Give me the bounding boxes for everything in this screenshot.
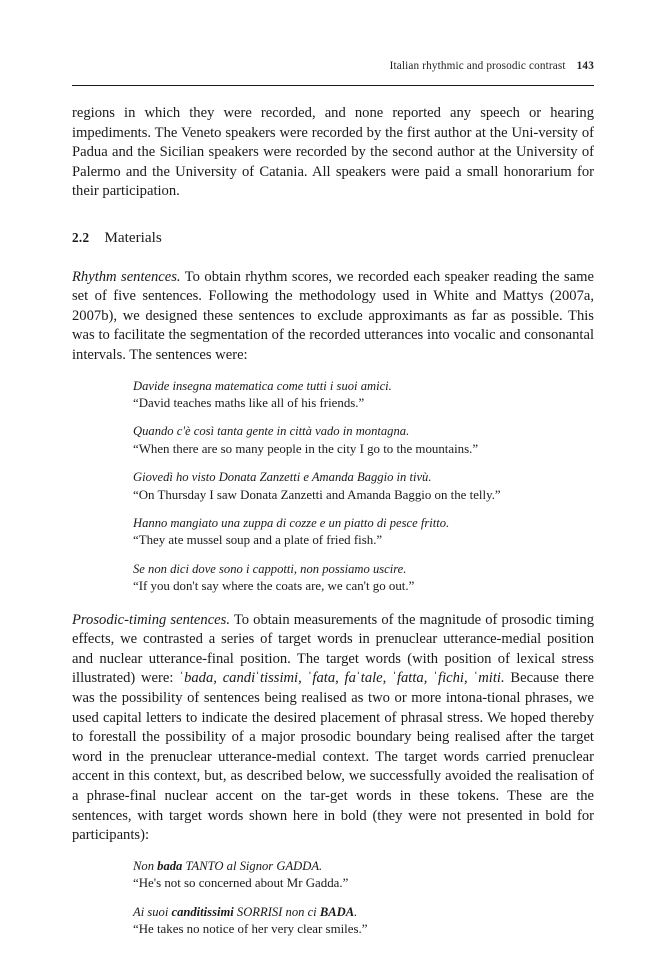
paragraph-prosodic-timing-sentences (72, 611, 594, 846)
example-gloss: “On Thursday I saw Donata Zanzetti and Amanda Baggio on the telly.” (133, 487, 501, 502)
text-block (72, 104, 594, 938)
example-gloss: “If you don't say where the coats are, we can't go out.” (133, 579, 415, 594)
paragraph-prosodic-body-1: To obtain measurements of the magnitude of prosodic timing effects, we contrasted a series of target words in prenuclear utterance-medial position and nuclear utterance-final position. The target words (with position of lexical stress illustrated) were: (72, 611, 594, 687)
example-gloss: “He's not so concerned about Mr Gadda.” (133, 876, 349, 891)
example-source: Quando c'è così tanta gente in città vado in montagna. (133, 424, 410, 439)
section-heading (72, 228, 594, 249)
paragraph-rhythm-sentences (72, 268, 594, 366)
page-number: 143 (576, 60, 594, 72)
example-source-mid: SORRISI non ci (233, 904, 320, 919)
target-word: bada (157, 858, 183, 873)
example-gloss: “They ate mussel soup and a plate of fried fish.” (133, 533, 383, 548)
section-heading-wrapper (72, 228, 594, 249)
list-item (133, 469, 573, 504)
section-number: 2.2 (72, 229, 90, 245)
example-gloss: “He takes no notice of her very clear smiles.” (133, 921, 368, 936)
example-source (133, 858, 573, 875)
list-item (133, 561, 573, 596)
running-head-title: Italian rhythmic and prosodic contrast (389, 60, 566, 72)
running-head (72, 60, 594, 72)
list-item (133, 515, 573, 550)
section-title: Materials (104, 228, 162, 246)
target-word: BADA (319, 904, 355, 919)
paragraph-prosodic-body-2: Because there was the possibility of sentences being realised as two or more intona-tional phrases, we used capital letters to indicate the desired placement of phrasal stress. We hoped thereby to forestall the possibility of a major prosodic boundary being realised after the target word in the prenuclear utterance-medial context. The target words carried prenuclear accent in this context, but, as described below, we successfully avoided the realisation of a phrase-final nuclear accent on the tar-get words in these tokens. These are the sentences, with target words shown here in bold (they were not presented in bold for participants): (72, 670, 594, 844)
rhythm-examples-list (133, 378, 573, 596)
example-source: Se non dici dove sono i cappotti, non possiamo uscire. (133, 561, 407, 576)
paragraph-rhythm-body: To obtain rhythm scores, we recorded each speaker reading the same set of five sentences. Following the methodology used in White and Mattys (2007a, 2007b), we designed these sentences to exclude approximants as far as possible. This was to facilitate the segmentation of the recorded utterances into vocalic and consonantal intervals. The sentences were: (72, 268, 594, 363)
example-source: Hanno mangiato una zuppa di cozze e un piatto di pesce fritto. (133, 515, 450, 530)
paragraph-intro: regions in which they were recorded, and none reported any speech or hearing impediments. The Veneto speakers were recorded by the first author at the Uni-versity of Padua and the Sicilian speakers were recorded by the second author at the University of Palermo and the University of Catania. All speakers were paid a small honorarium for their participation. (72, 105, 594, 200)
example-source-post: . (354, 904, 358, 919)
example-source-pre: Non (133, 858, 158, 873)
list-item (133, 858, 573, 893)
example-gloss: “When there are so many people in the city I go to the mountains.” (133, 441, 479, 456)
list-item (133, 378, 573, 413)
target-word: canditissimi (171, 904, 234, 919)
runin-rhythm-sentences: Rhythm sentences. (72, 268, 181, 285)
example-gloss: “David teaches maths like all of his friends.” (133, 395, 365, 410)
example-source (133, 904, 573, 921)
list-item (133, 904, 573, 939)
example-source-post: TANTO al Signor GADDA. (182, 858, 323, 873)
header-rule (72, 85, 594, 86)
prosodic-examples-list (133, 858, 573, 939)
list-item (133, 423, 573, 458)
target-words-ipa: ˈbada, candiˈtissimi, ˈfata, faˈtale, ˈfatta, ˈfichi, ˈmiti. (179, 670, 505, 687)
example-source: Giovedì ho visto Donata Zanzetti e Amanda Baggio in tivù. (133, 470, 432, 485)
example-source: Davide insegna matematica come tutti i suoi amici. (133, 378, 392, 393)
example-source-pre: Ai suoi (133, 904, 172, 919)
runin-prosodic-timing-sentences: Prosodic-timing sentences. (72, 611, 230, 628)
